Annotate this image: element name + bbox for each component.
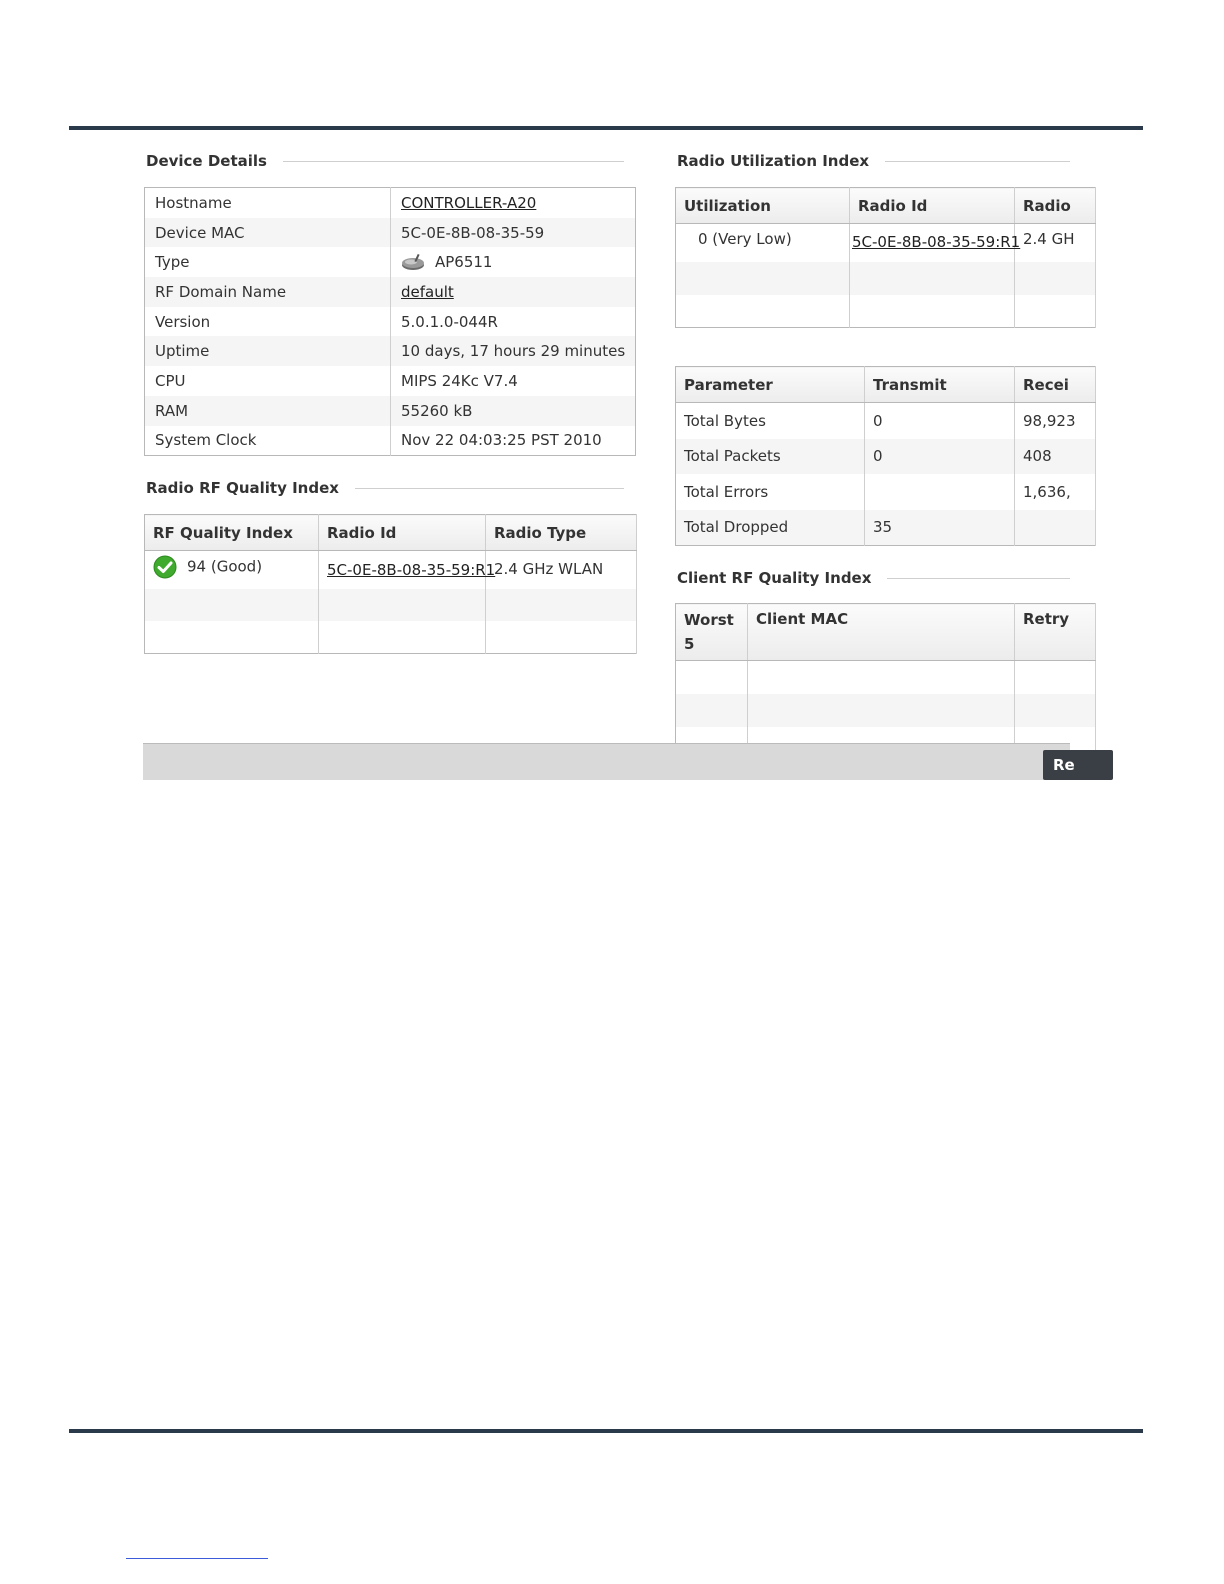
column-header[interactable]: Parameter xyxy=(676,367,865,403)
column-header[interactable]: Worst 5 xyxy=(676,604,748,661)
uptime-value: 10 days, 17 hours 29 minutes xyxy=(401,342,626,361)
version-value: 5.0.1.0-044R xyxy=(401,312,498,331)
rf-quality-value: 94 (Good) xyxy=(187,557,263,576)
table-row xyxy=(145,277,636,307)
table-row xyxy=(145,188,636,218)
table-row xyxy=(145,247,636,277)
radio-value: 2.4 GH xyxy=(1015,224,1096,263)
system-clock-value: Nov 22 04:03:25 PST 2010 xyxy=(401,431,602,450)
radio-id-link[interactable]: 5C-0E-8B-08-35-59:R1 xyxy=(327,561,496,579)
table-row xyxy=(145,551,637,590)
system-clock-label: System Clock xyxy=(145,426,391,456)
column-header[interactable]: Client MAC xyxy=(748,604,1015,661)
section-title: Radio Utilization Index xyxy=(677,152,870,170)
check-icon xyxy=(153,555,177,579)
table-row xyxy=(676,262,1096,295)
column-header[interactable]: Radio Type xyxy=(486,515,637,551)
column-header[interactable]: Retry xyxy=(1015,604,1096,661)
table-row: Total Bytes 0 98,923 xyxy=(676,403,1096,439)
column-header[interactable]: Utilization xyxy=(676,188,850,224)
column-header[interactable]: Recei xyxy=(1015,367,1096,403)
table-row xyxy=(145,426,636,456)
table-row xyxy=(676,295,1096,328)
column-header[interactable]: Transmit xyxy=(865,367,1015,403)
radio-utilization-header xyxy=(677,152,1070,170)
ram-value: 55260 kB xyxy=(401,401,473,420)
table-row: Total Dropped 35 xyxy=(676,510,1096,546)
table-row xyxy=(145,396,636,426)
device-mac-value: 5C-0E-8B-08-35-59 xyxy=(401,223,545,242)
device-mac-label: Device MAC xyxy=(145,218,391,248)
section-title: Radio RF Quality Index xyxy=(146,479,339,497)
cpu-value: MIPS 24Kc V7.4 xyxy=(401,371,518,390)
radio-id-link[interactable]: 5C-0E-8B-08-35-59:R1 xyxy=(852,233,1021,251)
table-row xyxy=(676,694,1096,727)
top-divider xyxy=(69,126,1143,130)
table-row xyxy=(676,661,1096,695)
cpu-label: CPU xyxy=(145,366,391,396)
hostname-link[interactable]: CONTROLLER-A20 xyxy=(401,193,537,212)
rf-domain-label: RF Domain Name xyxy=(145,277,391,307)
radio-rf-quality-table xyxy=(144,514,637,654)
hostname-label: Hostname xyxy=(145,188,391,218)
version-label: Version xyxy=(145,307,391,337)
bottom-divider xyxy=(69,1429,1143,1433)
ram-label: RAM xyxy=(145,396,391,426)
bottom-toolbar xyxy=(143,743,1075,780)
radio-rf-quality-header xyxy=(146,479,624,497)
screenshot-panel xyxy=(143,148,1076,779)
device-details-table xyxy=(144,187,636,456)
table-row xyxy=(145,336,636,366)
utilization-value: 0 (Very Low) xyxy=(676,224,850,263)
traffic-stats-table xyxy=(675,366,1096,546)
table-row xyxy=(145,621,637,654)
column-header[interactable]: Radio Id xyxy=(850,188,1015,224)
type-value: AP6511 xyxy=(435,252,493,271)
table-row: Total Errors 1,636, xyxy=(676,474,1096,510)
type-label: Type xyxy=(145,247,391,277)
table-row xyxy=(145,366,636,396)
rf-domain-link[interactable]: default xyxy=(401,282,454,301)
column-header[interactable]: Radio Id xyxy=(319,515,486,551)
access-point-icon xyxy=(401,253,425,271)
section-title: Device Details xyxy=(146,152,267,170)
table-row xyxy=(676,224,1096,263)
radio-type-value: 2.4 GHz WLAN xyxy=(486,551,637,590)
section-title: Client RF Quality Index xyxy=(677,569,872,587)
column-header[interactable]: Radio xyxy=(1015,188,1096,224)
client-rf-quality-header xyxy=(677,569,1070,587)
table-row: Total Packets 0 408 xyxy=(676,439,1096,475)
refresh-button[interactable]: Re xyxy=(1043,750,1113,780)
footer-link-underline xyxy=(126,1558,268,1559)
table-row xyxy=(145,589,637,621)
client-rf-quality-table xyxy=(675,603,1096,761)
radio-utilization-table xyxy=(675,187,1096,328)
device-details-header xyxy=(146,152,624,170)
column-header[interactable]: RF Quality Index xyxy=(145,515,319,551)
uptime-label: Uptime xyxy=(145,336,391,366)
table-row xyxy=(145,218,636,248)
table-row xyxy=(145,307,636,337)
